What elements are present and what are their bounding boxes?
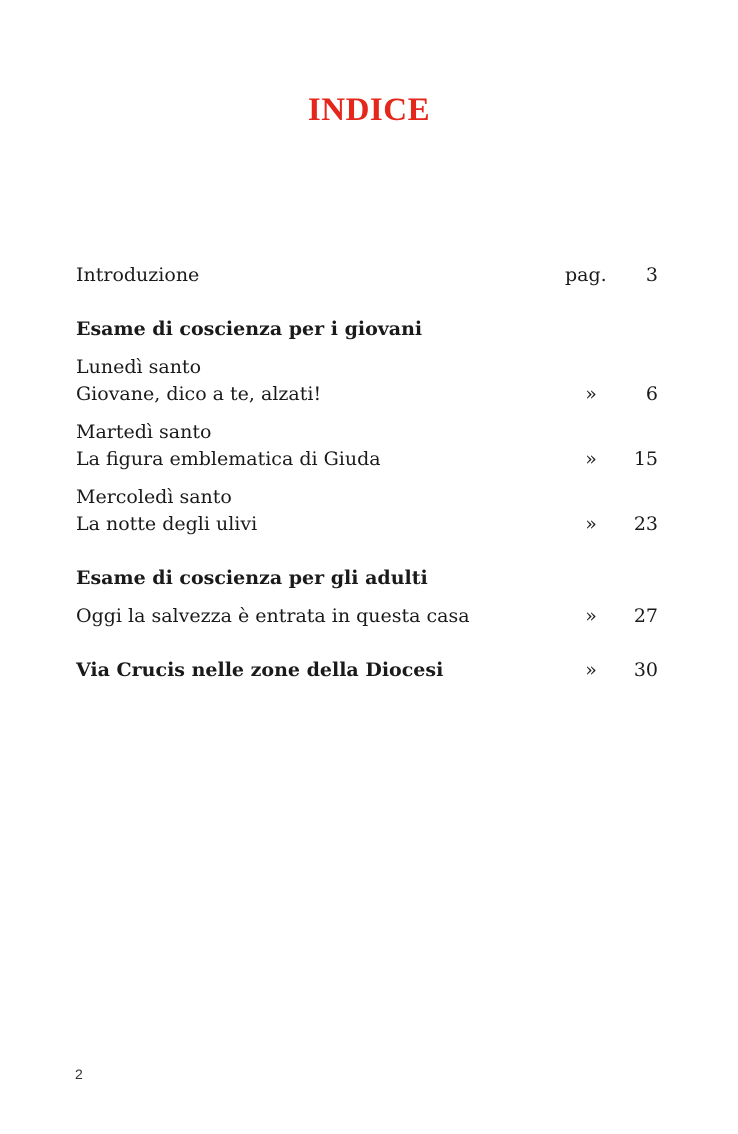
toc-ditto-marker: » [585, 383, 597, 405]
toc-section-title: Esame di coscienza per i giovani [76, 318, 423, 340]
toc-entry-day: Martedì santo [76, 421, 212, 443]
toc-entry-lunedi-day [76, 354, 658, 381]
toc-section-title: Esame di coscienza per gli adulti [76, 567, 428, 589]
toc-section-title: Via Crucis nelle zone della Diocesi [76, 659, 444, 681]
toc-entry-title: Introduzione [76, 264, 200, 286]
toc-ditto-marker: » [585, 659, 597, 681]
toc-page-number: 6 [645, 383, 658, 405]
toc-entry-title: Oggi la salvezza è entrata in questa casa [76, 605, 470, 627]
toc-entry-title: La notte degli ulivi [76, 513, 258, 535]
toc-entry-introduzione [76, 262, 658, 289]
table-of-contents [76, 262, 658, 684]
toc-page-number: 15 [633, 448, 658, 470]
toc-page-number: 27 [633, 605, 658, 627]
toc-entry-lunedi [76, 381, 658, 408]
page-title: INDICE [307, 92, 431, 128]
toc-section-heading-adulti [76, 565, 658, 592]
toc-entry-day: Mercoledì santo [76, 486, 232, 508]
toc-entry-day: Lunedì santo [76, 356, 202, 378]
toc-entry-martedi [76, 446, 658, 473]
toc-ditto-marker: » [585, 448, 597, 470]
toc-page-number: 3 [645, 264, 658, 286]
toc-ditto-marker: » [585, 605, 597, 627]
toc-entry-title: La figura emblematica di Giuda [76, 448, 381, 470]
toc-page-marker: pag. [565, 264, 607, 286]
toc-page-number: 23 [633, 513, 658, 535]
toc-entry-mercoledi-day [76, 484, 658, 511]
toc-entry-martedi-day [76, 419, 658, 446]
toc-ditto-marker: » [585, 513, 597, 535]
toc-page-number: 30 [633, 659, 658, 681]
toc-entry-oggi [76, 603, 658, 630]
page-number: 2 [75, 1066, 83, 1082]
toc-section-heading-via-crucis [76, 657, 658, 684]
toc-entry-title: Giovane, dico a te, alzati! [76, 383, 322, 405]
toc-entry-mercoledi [76, 511, 658, 538]
toc-section-heading-giovani [76, 316, 658, 343]
